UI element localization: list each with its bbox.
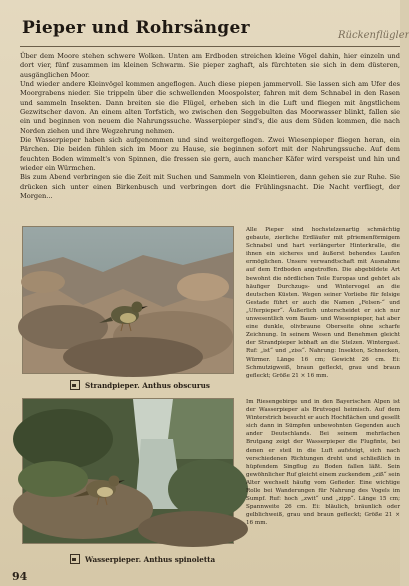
paragraph: Bis zum Abend verbringen sie die Zeit mit Suchen und Sammeln von Kleintieren, dann gehen sie zur Ruhe. Sie drücken sich unter einen Birkenbusch und verbringen dort die Frühlingsnacht. Die Nacht verfliegt, der Morgen... <box>20 173 400 201</box>
main-text <box>20 52 400 224</box>
paragraph: Und wieder andere Kleinvögel kommen angeflogen. Auch diese piepen jammervoll. Sie lassen sich am Ufer des Moorgrabens nieder. Sie trippeln über die schwellenden Moospolster, fahren mit dem Schnabel in den Rasen und sammeln Insekten. Dann breiten sie die Flügel, erheben sich in die Luft und fliegen mit ängstlichem Gezwitscher davon. An einem alten Torfstich, wo zwischen den Seggebulten das Moorwasser blinkt, fallen sie ein und beginnen von neuem die Nahrungssuche. Wasserpieper sind's, die aus dem Süden kommen, die nach Norden ziehen und ihre Wegzehrung nehmen. <box>20 80 400 135</box>
strandpieper-photo <box>22 226 234 374</box>
caption-text: Wasserpieper. Anthus spinoletta <box>85 554 216 564</box>
page-number: 94 <box>12 570 28 583</box>
wasserpieper-caption <box>70 554 215 564</box>
wasserpieper-description: Im Riesengebirge und in den Bayerischen Alpen ist der Wasserpieper als Brutvogel heimisch. Auf dem Winterstrich besucht er auch Hochflächen und gesellt sich dann in Sümpfen unbewohnten Gegenden auch ander Deutschlands. Bei seinem mehrfachen Brutgang zeigt der Wasserpieper die Flugfinte, bei denen er steil in die Luft aufsteigt, sich nach verschiedenen Richtungen dreht und schließlich in hüpfendem Singflug zu Boden fallen läßt. Sein gewöhnlicher Ruf gleicht einem zuckendem „ziß“ sein Alter wechselt häufig vom Gefieder. Eine wichtige Rolle bei Wanderungen für Nahrung des Vogels im Sumpf. Ruf: hoch „zwit“ und „zipp“. Länge 15 cm; Spannweite 26 cm. Ei: bläulich, bräunlich oder gelblichweiß, grau und braun gefleckt; Größe 21 × 16 mm. <box>246 399 400 527</box>
bird-emblem-icon <box>70 554 80 564</box>
running-head: Rückenflügler <box>338 30 409 41</box>
strandpieper-caption <box>70 380 210 390</box>
strandpieper-description: Alle Pieper sind hochstelzenartig schmächtig gebaute, zierliche Erdläufer mit pfriemenförmigem Schnabel und hart verlängerter Hinterkralle, die ihnen ein sicheres und äußerst behendes Laufen ermöglichen. Unsere verwandtschaft mit Ausnahme auf dem Erdboden angetroffen. Die abgebildete Art bewohnt die nördlichen Teile Europas und gehört als häufiger Durchzugs- und Wintervogel an die deutschen Küsten. Wegen seiner Vorliebe für felsige Gestade führt er auch die Namen „Felsen-“ und „Uferpieper“. Äußerlich unterscheidet er sich nur unwesentlich vom Baum- und Wiesenpieper, hat aber eine dunkle, olivbraune Oberseite ohne scharfe Zeichnung. In seinem Wesen und Benehmen gleicht der Strandpieper lebhaft an die Stelzen. Wintergast. Ruf: „ist“ und „ziss“. Nahrung: Insekten, Schnecken, Würmer. Länge 16 cm; Gewicht 26 cm. Ei: Schmutzigweiß, braun gefleckt, grau und braun gefleckt; Größe 21 × 16 mm. <box>246 227 400 379</box>
paragraph: Die Wasserpieper haben sich aufgenommen und sind weitergeflogen. Zwei Wiesenpieper fliegen heran, ein Pärchen. Die beiden fühlen sich im Moor zu Hause, sie beginnen sofort mit der Nahrungssuche. Auf dem feuchten Boden wimmelt's von Spinnen, die fressen sie gern, auch mancher Käfer wird verspeist und hin und wieder ein Würmchen. <box>20 136 400 173</box>
caption-text: Strandpieper. Anthus obscurus <box>85 380 210 390</box>
bird-emblem-icon <box>70 380 80 390</box>
page-title: Pieper und Rohrsänger <box>22 18 250 38</box>
wasserpieper-photo <box>22 398 234 544</box>
header-rule <box>20 46 400 47</box>
paragraph: Über dem Moore stehen schwere Wolken. Unten am Erdboden streichen kleine Vögel dahin, hier einzeln und dort vier, fünf zusammen im kleinen Schwarm. Sie pieper zaghaft, als fürchteten sie sich in dem düsteren, ausgänglichen Moor. <box>20 52 400 79</box>
